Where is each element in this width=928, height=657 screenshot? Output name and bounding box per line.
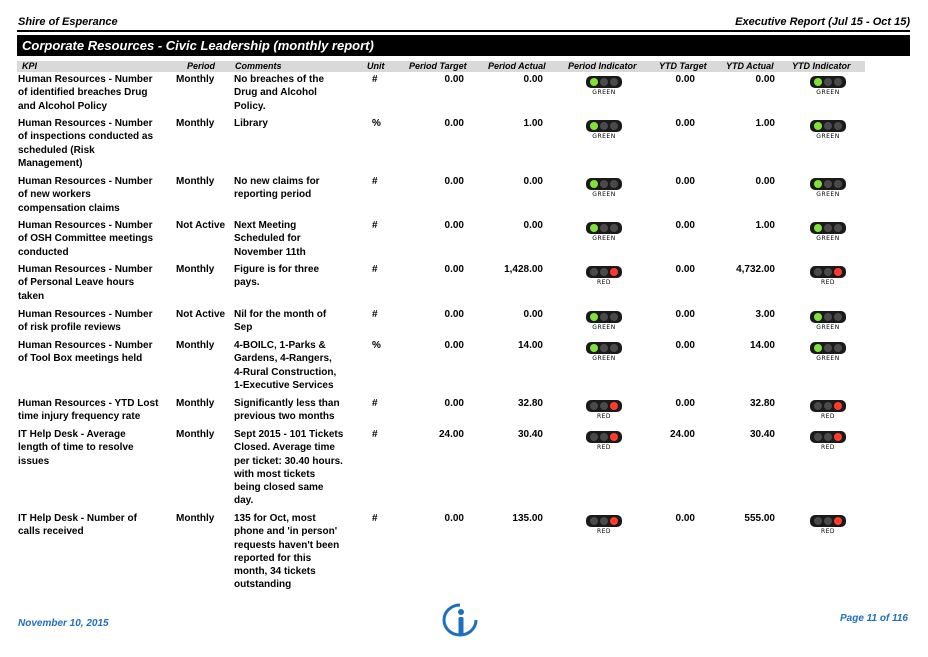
period-actual-cell: 1,428.00 — [504, 264, 543, 275]
comments-cell-line: month, 34 tickets — [234, 566, 316, 578]
comments-cell-line: reported for this — [234, 552, 312, 564]
traffic-light-lamp — [600, 517, 608, 525]
comments-cell — [234, 339, 336, 392]
indicator-label: GREEN — [816, 133, 840, 140]
traffic-light-housing — [586, 311, 622, 323]
comments-cell-line: Policy. — [234, 100, 266, 112]
traffic-light-lamp — [610, 180, 618, 188]
traffic-light-lamp — [814, 344, 822, 352]
traffic-light-lamp — [590, 268, 598, 276]
period-cell: Monthly — [176, 513, 215, 524]
ytd-target-cell: 0.00 — [675, 340, 695, 351]
kpi-cell-line: length of time to resolve — [18, 442, 134, 454]
traffic-light-lamp — [590, 344, 598, 352]
period-cell: Monthly — [176, 398, 215, 409]
traffic-light-lamp — [610, 402, 618, 410]
traffic-light-lamp — [834, 180, 842, 188]
ytd-actual-cell: 555.00 — [744, 513, 775, 524]
kpi-cell-line: Human Resources - Number — [18, 340, 153, 351]
period-actual-cell: 0.00 — [523, 74, 543, 85]
comments-cell-line: 135 for Oct, most — [234, 513, 316, 524]
traffic-light-lamp — [834, 268, 842, 276]
col-period: Period — [187, 61, 216, 71]
traffic-light-lamp — [610, 78, 618, 86]
traffic-light-housing — [810, 342, 846, 354]
comments-cell — [234, 263, 319, 290]
kpi-cell-line: issues — [18, 455, 50, 467]
indicator-label: RED — [820, 413, 836, 420]
col-period-target: Period Target — [409, 61, 467, 71]
period-actual-cell: 32.80 — [517, 398, 543, 409]
traffic-light-red-icon — [586, 400, 622, 422]
kpi-cell-line: Human Resources - Number — [18, 264, 153, 275]
kpi-cell — [18, 512, 137, 539]
indicator-label: GREEN — [592, 235, 616, 242]
traffic-light-green-icon — [586, 311, 622, 333]
traffic-light-lamp — [590, 433, 598, 441]
traffic-light-green-icon — [586, 222, 622, 244]
indicator-label: RED — [596, 279, 612, 286]
column-header-row — [17, 61, 865, 72]
ytd-target-cell: 0.00 — [675, 309, 695, 320]
unit-cell: # — [372, 513, 378, 524]
ytd-actual-cell: 30.40 — [749, 429, 775, 440]
kpi-cell-line: Management) — [18, 157, 83, 169]
kpi-cell-line: IT Help Desk - Average — [18, 429, 126, 440]
traffic-light-lamp — [834, 122, 842, 130]
ytd-actual-cell: 32.80 — [749, 398, 775, 409]
footer-date: November 10, 2015 — [18, 618, 109, 629]
kpi-cell — [18, 308, 152, 335]
kpi-cell-line: Human Resources - Number — [18, 220, 153, 231]
traffic-light-lamp — [600, 402, 608, 410]
traffic-light-lamp — [824, 433, 832, 441]
period-actual-cell: 135.00 — [512, 513, 543, 524]
traffic-light-lamp — [814, 122, 822, 130]
period-cell: Monthly — [176, 118, 215, 129]
traffic-light-housing — [810, 178, 846, 190]
traffic-light-housing — [586, 266, 622, 278]
period-cell: Not Active — [176, 220, 226, 231]
period-target-cell: 0.00 — [444, 309, 464, 320]
comments-cell-line: Closed. Average time — [234, 442, 335, 454]
ytd-target-cell: 0.00 — [675, 264, 695, 275]
traffic-light-lamp — [814, 433, 822, 441]
kpi-cell-line: calls received — [18, 526, 84, 538]
period-actual-cell: 14.00 — [517, 340, 543, 351]
traffic-light-lamp — [600, 180, 608, 188]
indicator-label: GREEN — [592, 324, 616, 331]
period-target-cell: 0.00 — [444, 340, 464, 351]
traffic-light-lamp — [610, 517, 618, 525]
traffic-light-housing — [586, 120, 622, 132]
comments-cell — [234, 117, 268, 130]
comments-cell — [234, 428, 343, 508]
kpi-cell-line: Human Resources - YTD Lost — [18, 398, 159, 409]
ytd-target-cell: 0.00 — [675, 398, 695, 409]
traffic-light-lamp — [610, 122, 618, 130]
comments-cell — [234, 73, 324, 113]
unit-cell: # — [372, 429, 378, 440]
indicator-label: RED — [596, 413, 612, 420]
period-cell: Monthly — [176, 340, 215, 351]
ytd-target-cell: 0.00 — [675, 118, 695, 129]
comments-cell-line: previous two months — [234, 411, 335, 423]
kpi-cell — [18, 219, 153, 259]
traffic-light-red-icon — [586, 431, 622, 453]
period-cell: Not Active — [176, 309, 226, 320]
traffic-light-housing — [810, 120, 846, 132]
kpi-cell-line: taken — [18, 290, 45, 302]
traffic-light-green-icon — [810, 222, 846, 244]
kpi-cell — [18, 263, 152, 303]
comments-cell-line: Sept 2015 - 101 Tickets — [234, 429, 344, 440]
period-cell: Monthly — [176, 176, 215, 187]
kpi-cell-line: IT Help Desk - Number of — [18, 513, 137, 524]
traffic-light-lamp — [600, 344, 608, 352]
traffic-light-housing — [586, 515, 622, 527]
comments-cell-line: Next Meeting — [234, 220, 297, 231]
traffic-light-lamp — [600, 313, 608, 321]
comments-cell-line: per ticket: 30.40 hours. — [234, 455, 343, 467]
traffic-light-lamp — [824, 344, 832, 352]
comments-cell-line: with most tickets — [234, 468, 316, 480]
ytd-actual-cell: 14.00 — [749, 340, 775, 351]
period-target-cell: 24.00 — [438, 429, 464, 440]
traffic-light-lamp — [610, 268, 618, 276]
indicator-label: GREEN — [592, 191, 616, 198]
traffic-light-housing — [586, 400, 622, 412]
kpi-cell-line: of new workers — [18, 189, 91, 201]
traffic-light-lamp — [824, 268, 832, 276]
period-cell: Monthly — [176, 429, 215, 440]
col-ytd-target: YTD Target — [659, 61, 707, 71]
kpi-cell-line: of Personal Leave hours — [18, 277, 135, 289]
traffic-light-lamp — [824, 517, 832, 525]
comments-cell-line: November 11th — [234, 246, 306, 258]
traffic-light-green-icon — [810, 120, 846, 142]
period-actual-cell: 30.40 — [517, 429, 543, 440]
comments-cell-line: Scheduled for — [234, 233, 301, 245]
unit-cell: # — [372, 74, 378, 85]
period-actual-cell: 0.00 — [523, 309, 543, 320]
kpi-cell — [18, 117, 153, 170]
indicator-label: GREEN — [592, 89, 616, 96]
traffic-light-lamp — [834, 433, 842, 441]
comments-cell-line: outstanding — [234, 579, 292, 591]
kpi-cell-line: scheduled (Risk — [18, 144, 95, 156]
traffic-light-lamp — [834, 224, 842, 232]
traffic-light-lamp — [834, 313, 842, 321]
traffic-light-housing — [810, 222, 846, 234]
traffic-light-lamp — [590, 517, 598, 525]
kpi-cell-line: of OSH Committee meetings — [18, 233, 154, 245]
kpi-cell-line: Human Resources - Number — [18, 176, 153, 187]
traffic-light-lamp — [600, 122, 608, 130]
period-target-cell: 0.00 — [444, 398, 464, 409]
kpi-cell-line: of Tool Box meetings held — [18, 353, 143, 365]
ytd-target-cell: 0.00 — [675, 74, 695, 85]
period-target-cell: 0.00 — [444, 220, 464, 231]
ytd-target-cell: 0.00 — [675, 176, 695, 187]
indicator-label: GREEN — [816, 235, 840, 242]
traffic-light-lamp — [590, 313, 598, 321]
traffic-light-housing — [810, 266, 846, 278]
traffic-light-green-icon — [586, 76, 622, 98]
traffic-light-lamp — [590, 180, 598, 188]
traffic-light-lamp — [590, 78, 598, 86]
comments-cell-line: 4-BOILC, 1-Parks & — [234, 340, 326, 351]
period-target-cell: 0.00 — [444, 513, 464, 524]
traffic-light-lamp — [590, 224, 598, 232]
traffic-light-lamp — [824, 180, 832, 188]
comments-cell — [234, 397, 340, 424]
unit-cell: # — [372, 220, 378, 231]
indicator-label: GREEN — [816, 324, 840, 331]
comments-cell-line: Nil for the month of — [234, 309, 327, 320]
comments-cell-line: 4-Rural Construction, — [234, 366, 337, 378]
traffic-light-red-icon — [810, 266, 846, 288]
unit-cell: % — [372, 340, 381, 351]
traffic-light-lamp — [610, 433, 618, 441]
period-actual-cell: 1.00 — [523, 118, 543, 129]
ytd-actual-cell: 3.00 — [755, 309, 775, 320]
period-target-cell: 0.00 — [444, 176, 464, 187]
comments-cell-line: being closed same — [234, 482, 324, 494]
traffic-light-lamp — [600, 268, 608, 276]
comments-cell-line: pays. — [234, 277, 260, 289]
traffic-light-lamp — [824, 78, 832, 86]
traffic-light-lamp — [814, 180, 822, 188]
traffic-light-housing — [586, 222, 622, 234]
kpi-cell-line: Human Resources - Number — [18, 74, 153, 85]
comments-cell-line: Sep — [234, 322, 253, 334]
header-rule — [17, 30, 910, 32]
traffic-light-lamp — [824, 313, 832, 321]
period-target-cell: 0.00 — [444, 264, 464, 275]
kpi-cell — [18, 397, 158, 424]
traffic-light-lamp — [824, 122, 832, 130]
traffic-light-lamp — [834, 78, 842, 86]
traffic-light-lamp — [834, 517, 842, 525]
kpi-cell-line: time injury frequency rate — [18, 411, 141, 423]
comments-cell-line: Drug and Alcohol — [234, 87, 317, 99]
section-title: Corporate Resources - Civic Leadership (monthly report) — [17, 35, 910, 56]
indicator-label: GREEN — [816, 191, 840, 198]
traffic-light-green-icon — [810, 76, 846, 98]
traffic-light-housing — [810, 311, 846, 323]
traffic-light-lamp — [814, 268, 822, 276]
indicator-label: RED — [596, 528, 612, 535]
kpi-cell-line: of identified breaches Drug — [18, 87, 148, 99]
indicator-label: GREEN — [592, 355, 616, 362]
period-actual-cell: 0.00 — [523, 176, 543, 187]
traffic-light-green-icon — [586, 342, 622, 364]
traffic-light-red-icon — [586, 266, 622, 288]
kpi-cell-line: and Alcohol Policy — [18, 100, 108, 112]
period-cell: Monthly — [176, 74, 215, 85]
traffic-light-lamp — [600, 224, 608, 232]
unit-cell: % — [372, 118, 381, 129]
unit-cell: # — [372, 176, 378, 187]
indicator-label: RED — [820, 444, 836, 451]
traffic-light-lamp — [814, 78, 822, 86]
unit-cell: # — [372, 309, 378, 320]
page-number: Page 11 of 116 — [840, 613, 908, 624]
traffic-light-housing — [586, 431, 622, 443]
traffic-light-housing — [810, 515, 846, 527]
comments-cell-line: 1-Executive Services — [234, 379, 334, 391]
comments-cell — [234, 219, 306, 259]
comments-cell-line: Gardens, 4-Rangers, — [234, 353, 332, 365]
traffic-light-lamp — [834, 402, 842, 410]
ytd-target-cell: 0.00 — [675, 220, 695, 231]
ytd-actual-cell: 0.00 — [755, 74, 775, 85]
comments-cell — [234, 175, 320, 202]
ytd-actual-cell: 4,732.00 — [736, 264, 775, 275]
col-ytd-actual: YTD Actual — [726, 61, 774, 71]
indicator-label: GREEN — [816, 355, 840, 362]
traffic-light-housing — [810, 400, 846, 412]
comments-cell — [234, 308, 326, 335]
col-comments: Comments — [235, 61, 282, 71]
comments-cell-line: No new claims for — [234, 176, 320, 187]
traffic-light-lamp — [590, 122, 598, 130]
traffic-light-red-icon — [810, 431, 846, 453]
traffic-light-lamp — [824, 402, 832, 410]
indicator-label: RED — [820, 279, 836, 286]
kpi-cell — [18, 428, 134, 468]
indicator-label: RED — [596, 444, 612, 451]
traffic-light-housing — [586, 342, 622, 354]
kpi-cell-line: Human Resources - Number — [18, 118, 153, 129]
kpi-cell — [18, 73, 152, 113]
kpi-cell-line: Human Resources - Number — [18, 309, 153, 320]
traffic-light-housing — [810, 76, 846, 88]
ytd-actual-cell: 1.00 — [755, 220, 775, 231]
kpi-cell — [18, 339, 152, 366]
kpi-cell-line: compensation claims — [18, 202, 120, 214]
traffic-light-housing — [586, 76, 622, 88]
col-period-indicator: Period Indicator — [568, 61, 637, 71]
unit-cell: # — [372, 264, 378, 275]
traffic-light-lamp — [610, 344, 618, 352]
kpi-cell-line: of risk profile reviews — [18, 322, 121, 334]
traffic-light-lamp — [814, 402, 822, 410]
traffic-light-green-icon — [586, 178, 622, 200]
ytd-target-cell: 0.00 — [675, 513, 695, 524]
traffic-light-red-icon — [586, 515, 622, 537]
indicator-label: RED — [820, 528, 836, 535]
period-target-cell: 0.00 — [444, 118, 464, 129]
traffic-light-lamp — [610, 313, 618, 321]
comments-cell — [234, 512, 339, 592]
ytd-actual-cell: 0.00 — [755, 176, 775, 187]
col-unit: Unit — [367, 61, 385, 71]
comments-cell-line: Figure is for three — [234, 264, 320, 275]
kpi-cell-line: of inspections conducted as — [18, 131, 154, 143]
traffic-light-lamp — [814, 517, 822, 525]
traffic-light-housing — [586, 178, 622, 190]
traffic-light-housing — [810, 431, 846, 443]
comments-cell-line: Library — [234, 118, 268, 129]
comments-cell-line: reporting period — [234, 189, 312, 201]
indicator-label: GREEN — [592, 133, 616, 140]
traffic-light-lamp — [590, 402, 598, 410]
organization-name: Shire of Esperance — [18, 16, 118, 28]
comments-cell-line: Significantly less than — [234, 398, 340, 409]
comments-cell-line: requests haven't been — [234, 539, 340, 551]
period-actual-cell: 0.00 — [523, 220, 543, 231]
comments-cell-line: No breaches of the — [234, 74, 325, 85]
kpi-cell — [18, 175, 152, 215]
col-period-actual: Period Actual — [488, 61, 546, 71]
traffic-light-lamp — [834, 344, 842, 352]
traffic-light-lamp — [610, 224, 618, 232]
traffic-light-lamp — [600, 78, 608, 86]
traffic-light-green-icon — [586, 120, 622, 142]
comments-cell-line: phone and 'in person' — [234, 526, 338, 538]
indicator-label: GREEN — [816, 89, 840, 96]
col-ytd-indicator: YTD Indicator — [792, 61, 851, 71]
report-title: Executive Report (Jul 15 - Oct 15) — [735, 16, 910, 28]
kpi-cell-line: conducted — [18, 246, 69, 258]
col-kpi: KPI — [22, 61, 38, 71]
traffic-light-red-icon — [810, 515, 846, 537]
traffic-light-red-icon — [810, 400, 846, 422]
traffic-light-lamp — [824, 224, 832, 232]
traffic-light-green-icon — [810, 311, 846, 333]
comments-cell-line: day. — [234, 495, 254, 507]
traffic-light-lamp — [600, 433, 608, 441]
traffic-light-lamp — [814, 224, 822, 232]
traffic-light-lamp — [814, 313, 822, 321]
traffic-light-green-icon — [810, 178, 846, 200]
period-cell: Monthly — [176, 264, 215, 275]
traffic-light-green-icon — [810, 342, 846, 364]
info-logo-icon — [440, 603, 480, 637]
ytd-actual-cell: 1.00 — [755, 118, 775, 129]
ytd-target-cell: 24.00 — [669, 429, 695, 440]
period-target-cell: 0.00 — [444, 74, 464, 85]
unit-cell: # — [372, 398, 378, 409]
